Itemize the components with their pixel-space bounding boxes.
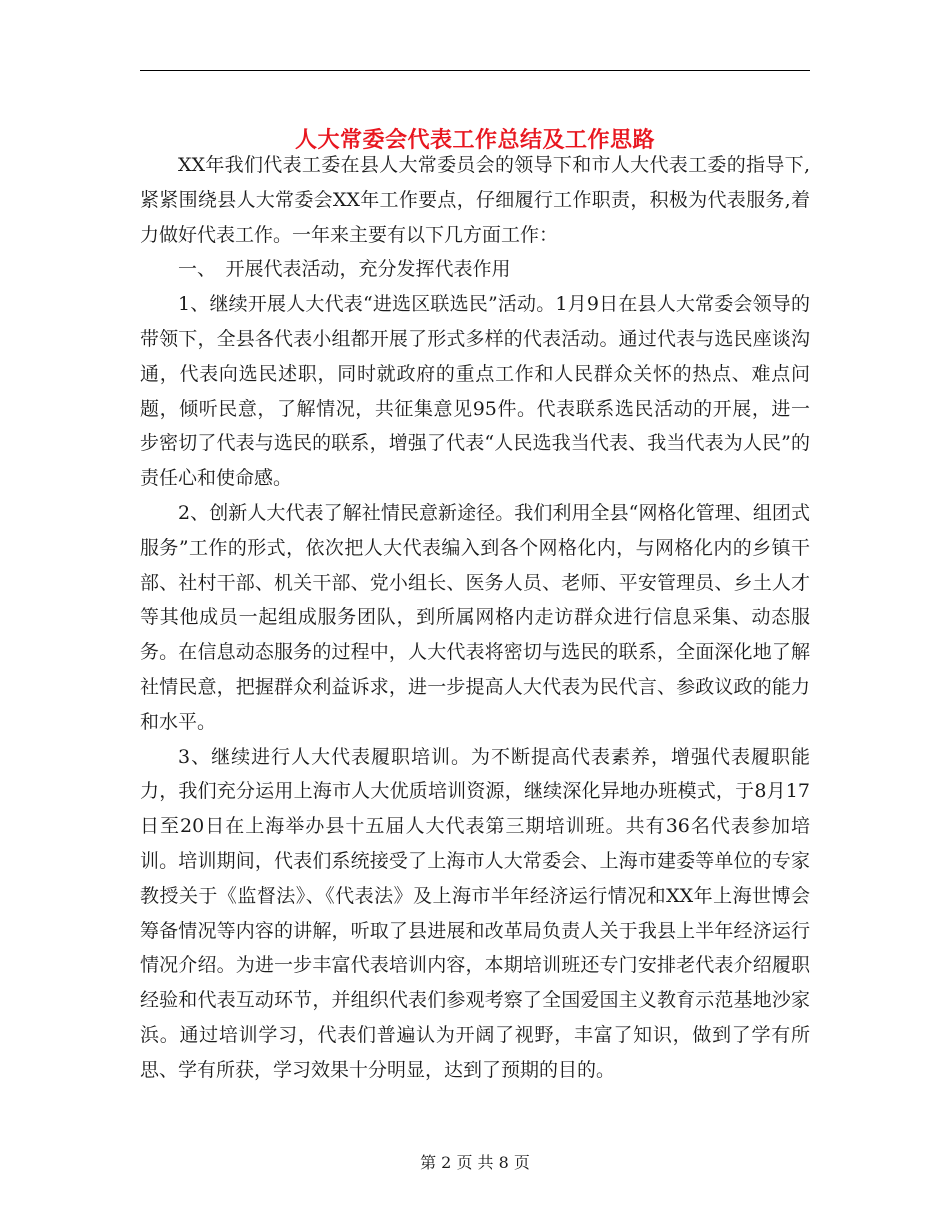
item-paragraph-3: 3、继续进行人大代表履职培训。为不断提高代表素养，增强代表履职能力，我们充分运用上海市人大优质培训资源，继续深化异地办班模式，于8月17日至20日在上海举办县十五届人大代表第三期培训班。共有36名代表参加培训。培训期间，代表们系统接受了上海市人大常委会、上海市建委等单位的专家教授关于《监督法》、《代表法》及上海市半年经济运行情况和XX年上海世博会筹备情况等内容的讲解，听取了县进展和改革局负责人关于我县上半年经济运行情况介绍。为进一步丰富代表培训内容，本期培训班还专门安排老代表介绍履职经验和代表互动环节，并组织代表们参观考察了全国爱国主义教育示范基地沙家浜。通过培训学习，代表们普遍认为开阔了视野，丰富了知识，做到了学有所思、学有所获，学习效果十分明显，达到了预期的目的。 — [140, 745, 810, 1081]
page-number: 第 2 页 共 8 页 — [420, 1153, 530, 1172]
header-rule — [140, 70, 810, 71]
document-body — [140, 148, 810, 1088]
document-title: 人大常委会代表工作总结及工作思路 — [294, 126, 655, 153]
intro-paragraph: XX年我们代表工委在县人大常委员会的领导下和市人大代表工委的指导下,紧紧围绕县人大常委会XX年工作要点，仔细履行工作职责，积极为代表服务,着力做好代表工作。一年来主要有以下几方面工作： — [140, 154, 810, 246]
item-paragraph-1: 1、继续开展人大代表“进选区联选民”活动。1月9日在县人大常委会领导的带领下，全县各代表小组都开展了形式多样的代表活动。通过代表与选民座谈沟通，代表向选民述职，同时就政府的重点工作和人民群众关怀的热点、难点问题，倾听民意，了解情况，共征集意见95件。代表联系选民活动的开展，进一步密切了代表与选民的联系，增强了代表“人民选我当代表、我当代表为人民”的责任心和使命感。 — [140, 293, 810, 490]
item-paragraph-2: 2、创新人大代表了解社情民意新途径。我们利用全县“网格化管理、组团式服务”工作的形式，依次把人大代表编入到各个网格化内，与网格化内的乡镇干部、社村干部、机关干部、党小组长、医务人员、老师、平安管理员、乡土人才等其他成员一起组成服务团队，到所属网格内走访群众进行信息采集、动态服务。在信息动态服务的过程中，人大代表将密切与选民的联系，全面深化地了解社情民意，把握群众利益诉求，进一步提高人大代表为民代言、参政议政的能力和水平。 — [140, 501, 810, 733]
section-heading: 一、 开展代表活动，充分发挥代表作用 — [178, 258, 511, 281]
